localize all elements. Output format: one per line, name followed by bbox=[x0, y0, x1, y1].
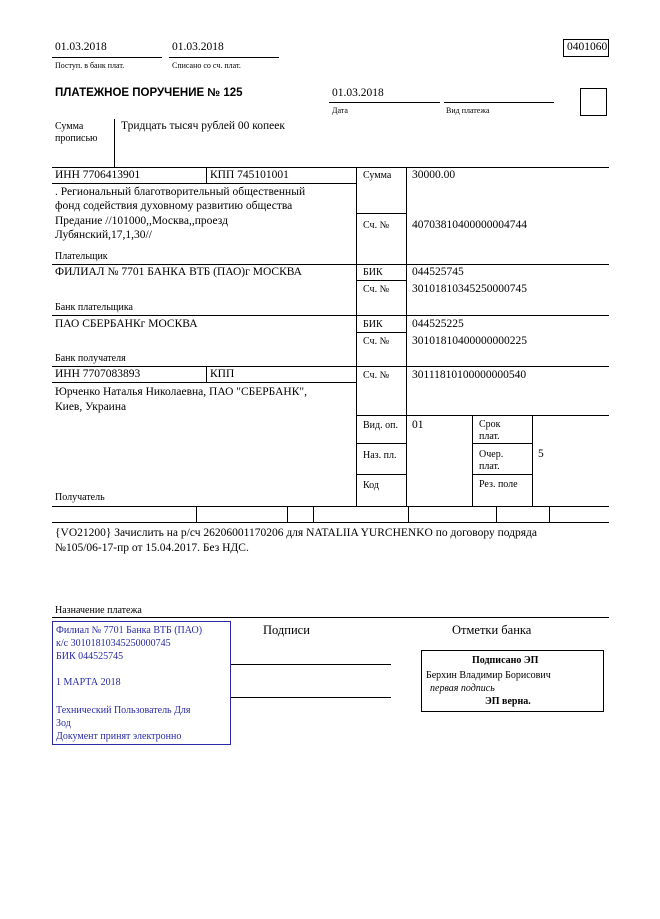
rez-pole-label: Рез. поле bbox=[479, 479, 518, 490]
purpose-line-1: {VO21200} Зачислить на р/сч 26206001170206 для NATALIIA YURCHENKO по договору подряда bbox=[55, 527, 537, 539]
payee-bik-value: 044525225 bbox=[412, 318, 464, 330]
vid-op-value: 01 bbox=[412, 419, 424, 431]
document-title: ПЛАТЕЖНОЕ ПОРУЧЕНИЕ № 125 bbox=[55, 87, 243, 99]
hline-payee-bottom bbox=[52, 506, 609, 507]
payee-kpp: КПП bbox=[210, 368, 235, 380]
payee-bank-account-value: 30101810400000000225 bbox=[412, 335, 527, 347]
received-date-line bbox=[52, 57, 162, 58]
purpose-label: Назначение платежа bbox=[55, 605, 142, 616]
ep-stamp-note: первая подпись bbox=[430, 683, 495, 694]
vline-tax-4 bbox=[408, 506, 409, 523]
amount-words-label-2: прописью bbox=[55, 133, 98, 144]
vline-tax-1 bbox=[196, 506, 197, 523]
debited-label: Списано со сч. плат. bbox=[172, 61, 241, 70]
ocher-label-1: Очер. bbox=[479, 449, 504, 460]
hline-nazpl-bottom bbox=[356, 474, 406, 475]
ep-stamp-status: ЭП верна. bbox=[485, 696, 531, 707]
payment-type-label: Вид платежа bbox=[446, 106, 490, 115]
payee-account-value: 30111810100000000540 bbox=[412, 369, 527, 381]
payee-inn: ИНН 7707083893 bbox=[55, 368, 141, 380]
ep-stamp-signer: Берхин Владимир Борисович bbox=[426, 670, 551, 681]
payee-bank-label: Банк получателя bbox=[55, 353, 126, 364]
hline-2 bbox=[52, 183, 356, 184]
vline-inn-kpp bbox=[206, 167, 207, 184]
bank-marks-label: Отметки банка bbox=[452, 623, 532, 637]
payee-name-line-1: Юрченко Наталья Николаевна, ПАО "СБЕРБАНК", bbox=[55, 386, 307, 398]
payer-label: Плательщик bbox=[55, 251, 108, 262]
payer-bik-label: БИК bbox=[363, 267, 383, 278]
bank-stamp-line-5: 1 МАРТА 2018 bbox=[56, 677, 121, 688]
payer-name-line-3: Предание //101000,,Москва,,проезд bbox=[55, 215, 228, 227]
amount-words-vdivider bbox=[114, 119, 115, 167]
sum-value: 30000.00 bbox=[412, 169, 456, 181]
payee-account-label: Сч. № bbox=[363, 370, 390, 381]
hline-srok-bottom bbox=[472, 443, 532, 444]
hline-bik1-bottom bbox=[356, 280, 406, 281]
bank-stamp-line-9: Документ принят электронно bbox=[56, 731, 182, 742]
ep-stamp-title: Подписано ЭП bbox=[472, 655, 539, 666]
signatures-label: Подписи bbox=[263, 623, 310, 637]
amount-words-value: Тридцать тысяч рублей 00 копеек bbox=[121, 120, 285, 132]
bank-stamp-line-2: к/с 30101810345250000745 bbox=[56, 638, 171, 649]
signature-line-1 bbox=[231, 664, 391, 665]
payer-kpp: КПП 745101001 bbox=[210, 169, 289, 181]
amount-words-label-1: Сумма bbox=[55, 121, 84, 132]
bank-stamp-line-8: Зод bbox=[56, 718, 71, 729]
hline-payee-bank-bottom bbox=[52, 366, 609, 367]
payee-label: Получатель bbox=[55, 492, 105, 503]
payer-name-line-1: . Региональный благотворительный общественный bbox=[55, 186, 306, 198]
hline-tax-bottom bbox=[52, 522, 609, 523]
payee-bank-account-label: Сч. № bbox=[363, 336, 390, 347]
payer-bank-account-value: 30101810345250000745 bbox=[412, 283, 527, 295]
document-date: 01.03.2018 bbox=[332, 87, 384, 99]
ocher-value: 5 bbox=[538, 448, 544, 460]
payment-type-line bbox=[444, 102, 554, 103]
hline-sum-bottom bbox=[356, 213, 406, 214]
hline-bik2-bottom bbox=[356, 332, 406, 333]
vline-payee-inn-kpp bbox=[206, 366, 207, 383]
payer-bank-account-label: Сч. № bbox=[363, 284, 390, 295]
hline-payer-bank-bottom bbox=[52, 315, 609, 316]
vline-main-left bbox=[356, 167, 357, 507]
hline-vidop-bottom bbox=[356, 443, 406, 444]
payer-inn: ИНН 7706413901 bbox=[55, 169, 141, 181]
payer-bank-label: Банк плательщика bbox=[55, 302, 133, 313]
naz-pl-label: Наз. пл. bbox=[363, 450, 397, 461]
payer-bank-name: ФИЛИАЛ № 7701 БАНКА ВТБ (ПАО)г МОСКВА bbox=[55, 266, 302, 278]
hline-1 bbox=[52, 167, 609, 168]
hline-ocher-bottom bbox=[472, 474, 532, 475]
vline-tax-6 bbox=[549, 506, 550, 523]
payee-name-line-2: Киев, Украина bbox=[55, 401, 127, 413]
vline-tax-3 bbox=[313, 506, 314, 523]
sum-label: Сумма bbox=[363, 170, 392, 181]
vline-tax-5 bbox=[496, 506, 497, 523]
vline-tax-2 bbox=[287, 506, 288, 523]
bank-stamp-line-7: Технический Пользователь Для bbox=[56, 705, 191, 716]
signature-line-2 bbox=[231, 697, 391, 698]
payer-bik-value: 044525745 bbox=[412, 266, 464, 278]
document-date-line bbox=[329, 102, 440, 103]
received-date: 01.03.2018 bbox=[55, 41, 107, 53]
srok-label-1: Срок bbox=[479, 419, 501, 430]
srok-label-2: плат. bbox=[479, 431, 500, 442]
hline-payer-bottom bbox=[52, 264, 609, 265]
debited-date: 01.03.2018 bbox=[172, 41, 224, 53]
payer-account-label: Сч. № bbox=[363, 220, 390, 231]
payer-name-line-4: Лубянский,17,1,30// bbox=[55, 229, 152, 241]
vline-srok-left bbox=[472, 415, 473, 507]
ocher-label-2: плат. bbox=[479, 461, 500, 472]
payee-bik-label: БИК bbox=[363, 319, 383, 330]
hline-payee-inn-bottom bbox=[52, 382, 356, 383]
payer-name-line-2: фонд содействия духовному развитию общества bbox=[55, 200, 293, 212]
hline-purpose-bottom bbox=[52, 617, 609, 618]
debited-date-line bbox=[169, 57, 279, 58]
vid-op-label: Вид. оп. bbox=[363, 420, 398, 431]
form-code: 0401060 bbox=[567, 41, 608, 53]
bank-stamp-line-1: Филиал № 7701 Банка ВТБ (ПАО) bbox=[56, 625, 203, 636]
payee-bank-name: ПАО СБЕРБАНКг МОСКВА bbox=[55, 318, 198, 330]
payment-type-box bbox=[580, 88, 607, 116]
bank-stamp-line-3: БИК 044525745 bbox=[56, 651, 124, 662]
vline-srok-right bbox=[532, 415, 533, 507]
vline-main-right bbox=[406, 167, 407, 507]
kod-label: Код bbox=[363, 480, 379, 491]
purpose-line-2: №105/06-17-пр от 15.04.2017. Без НДС. bbox=[55, 542, 249, 554]
document-date-label: Дата bbox=[332, 106, 348, 115]
payer-account-value: 40703810400000004744 bbox=[412, 219, 527, 231]
received-label: Поступ. в банк плат. bbox=[55, 61, 125, 70]
hline-account-bottom bbox=[356, 415, 609, 416]
